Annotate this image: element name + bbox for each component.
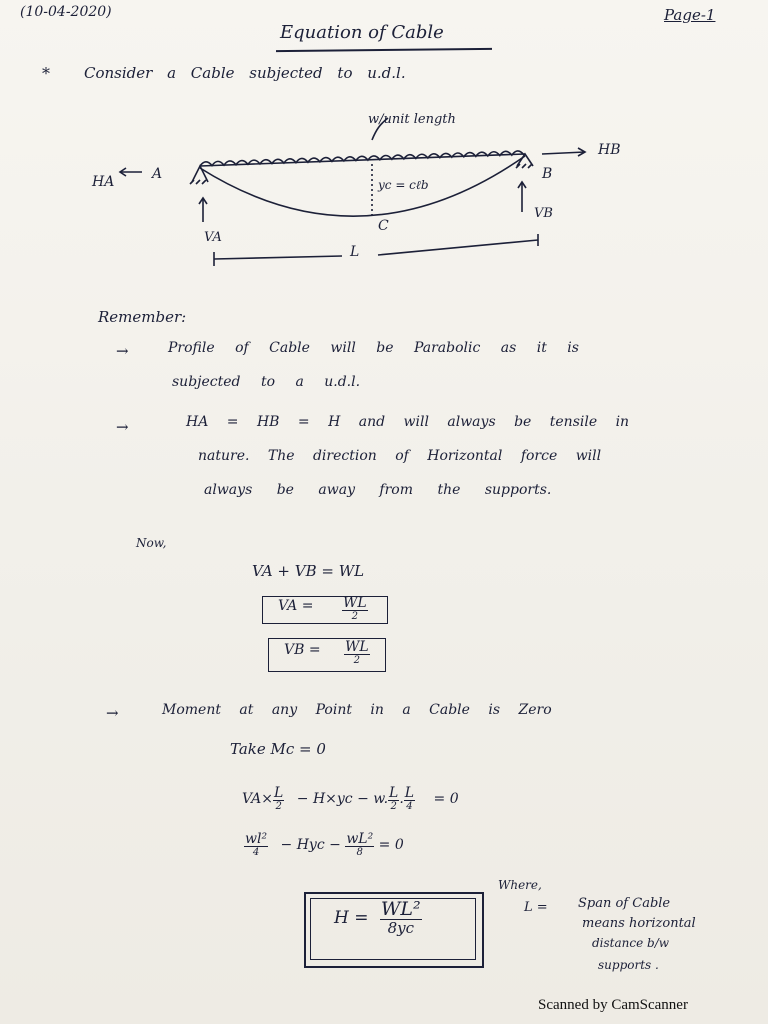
midpoint-c-label: C: [378, 218, 389, 234]
scanner-watermark: Scanned by CamScanner: [538, 997, 688, 1013]
page-number: Page-1: [664, 6, 716, 24]
reaction-sum-equation: VA + VB = WL: [252, 562, 365, 580]
cable-curve: [200, 156, 525, 216]
load-label: w/unit length: [368, 112, 456, 127]
support-a-label: A: [152, 166, 163, 182]
page-title: Equation of Cable: [280, 22, 444, 43]
where-variable: L =: [524, 900, 548, 915]
ha-label: HA: [92, 174, 115, 190]
va-fraction: $\frac{WL}{2}$: [343, 595, 367, 622]
remember-point-2-line-2: nature. The direction of Horizontal force will: [198, 448, 602, 464]
sag-label: yc = cℓb: [378, 178, 429, 192]
support-b-label: B: [542, 166, 553, 182]
where-line-2: means horizontal: [582, 916, 696, 931]
hb-label: HB: [598, 142, 621, 158]
intro-text: Consider a Cable subjected to u.d.l.: [84, 64, 406, 82]
remember-point-1-line-1: Profile of Cable will be Parabolic as it is: [168, 340, 579, 356]
moment-equation-2: $\frac{\text{wl²}}{4}$ − Hyc − $\frac{\text{wL²}}{8}$ = 0: [245, 831, 404, 858]
va-lhs: VA =: [278, 598, 314, 614]
span-dimension-left: [214, 256, 342, 259]
arrow-bullet-1: →: [116, 342, 129, 360]
span-label: L: [350, 244, 360, 260]
moment-equation-1: VA× $\frac{L}{2}$ − H×yc − w. $\frac{L}{2}$ . $\frac{L}{4}$ = 0: [242, 785, 459, 812]
now-label: Now,: [136, 536, 167, 550]
cable-diagram: [80, 100, 640, 270]
hb-arrow: [542, 152, 585, 154]
remember-point-2-line-3: always be away from the supports.: [204, 482, 552, 498]
vb-label: VB: [534, 206, 553, 221]
remember-point-2-line-1: HA = HB = H and will always be tensile in: [186, 414, 630, 430]
remember-point-1-line-2: subjected to a u.d.l.: [172, 374, 361, 390]
take-mc-equation: Take Mc = 0: [230, 740, 326, 758]
where-line-1: Span of Cable: [578, 896, 671, 911]
h-result-equation: H = $\frac{\text{WL²}}{8yc}$: [334, 898, 421, 937]
where-line-4: supports .: [598, 958, 659, 972]
asterisk-bullet: *: [42, 64, 50, 83]
udl-load-scallops: [200, 151, 524, 166]
span-dimension-right: [378, 240, 538, 255]
vb-fraction: $\frac{WL}{2}$: [345, 639, 369, 666]
moment-statement: Moment at any Point in a Cable is Zero: [162, 702, 552, 718]
where-line-3: distance b/w: [592, 936, 670, 950]
arrow-bullet-3: →: [106, 704, 119, 722]
date-label: (10-04-2020): [20, 4, 112, 20]
arrow-bullet-2: →: [116, 418, 129, 436]
remember-heading: Remember:: [98, 308, 187, 326]
va-label: VA: [204, 230, 222, 245]
vb-lhs: VB =: [284, 642, 321, 658]
title-underline: [276, 48, 492, 52]
where-label: Where,: [498, 878, 542, 892]
